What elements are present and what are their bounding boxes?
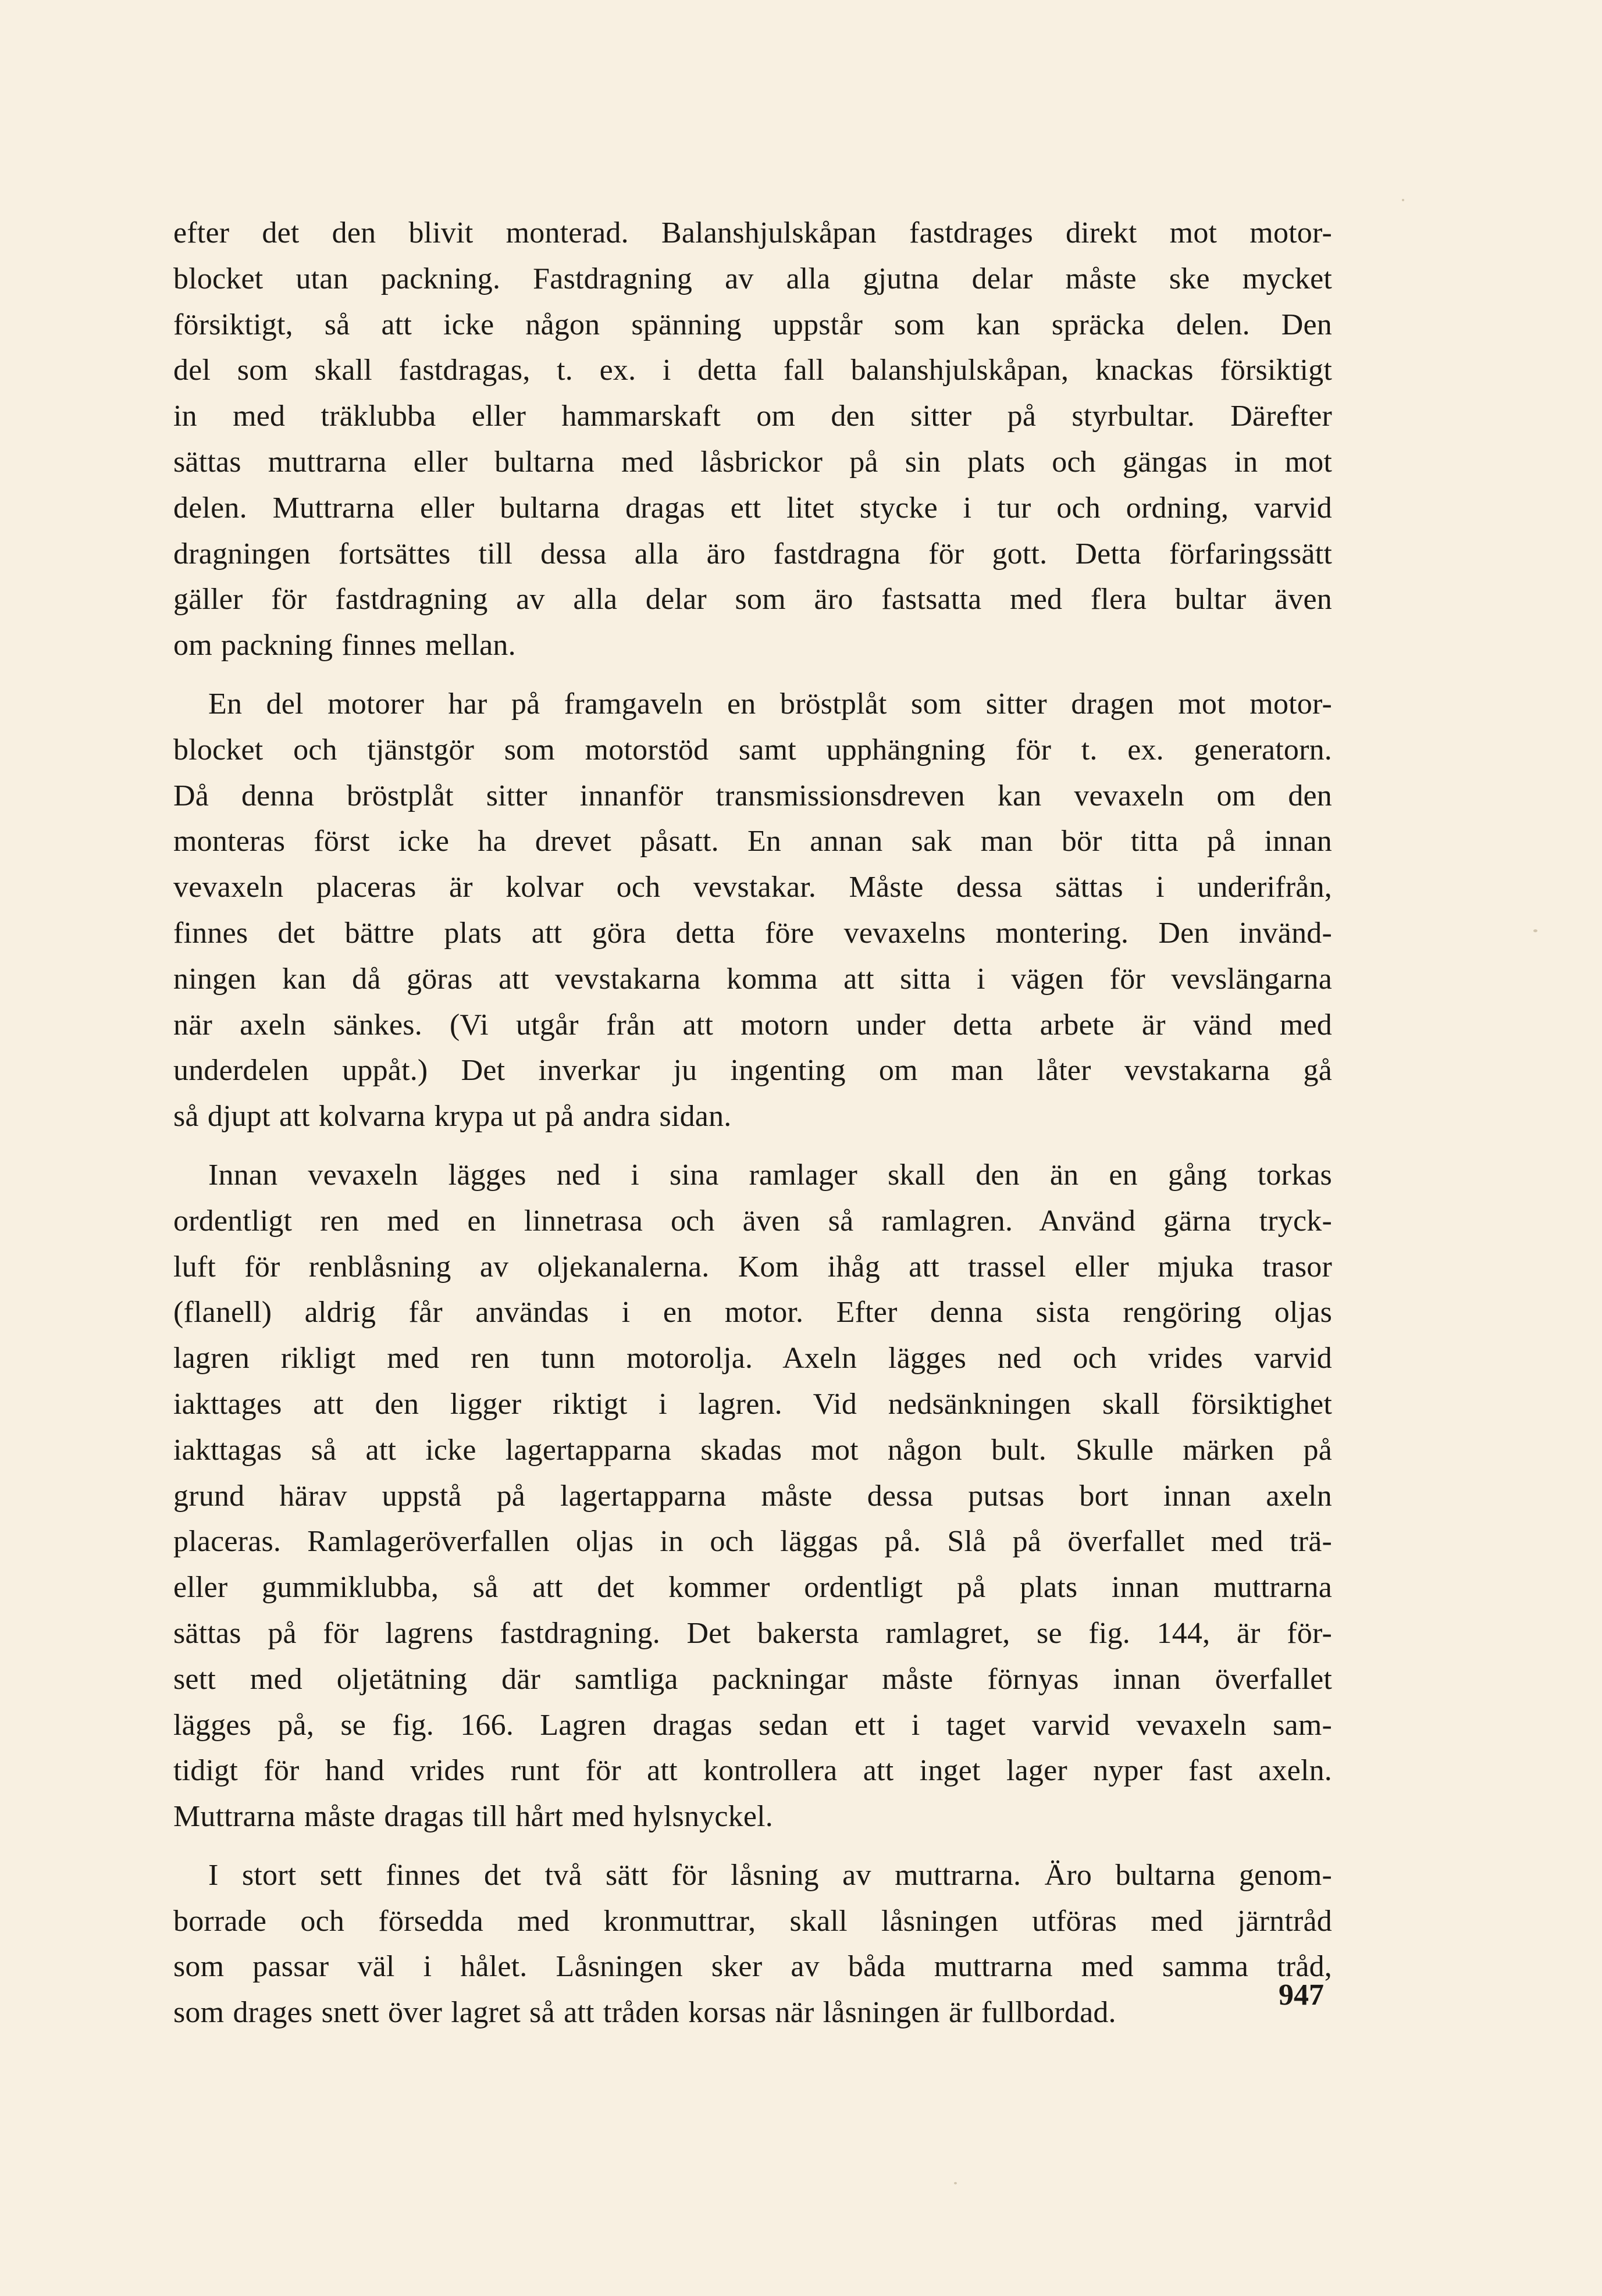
text-line: finnes det bättre plats att göra detta före vevaxelns montering. Den invänd- [173,916,1332,950]
text-line: underdelen uppåt.) Det inverkar ju ingenting om man låter vevstakarna gå [173,1054,1332,1088]
text-line: om packning finnes mellan. [173,629,516,662]
paragraph-gap [173,1840,1332,1853]
text-line: monteras först icke ha drevet påsatt. En annan sak man bör titta på innan [173,825,1332,858]
paragraph [173,1153,1332,1840]
text-line: Då denna bröstplåt sitter innanför transmissionsdreven kan vevaxeln om den [173,779,1332,812]
text-line: grund härav uppstå på lagertapparna måste dessa putsas bort innan axeln [173,1479,1332,1513]
text-line: ordentligt ren med en linnetrasa och även så ramlagren. Använd gärna tryck- [173,1204,1332,1238]
text-line: delen. Muttrarna eller bultarna dragas ett litet stycke i tur och ordning, varvid [173,491,1332,525]
text-line: Muttrarna måste dragas till hårt med hylsnyckel. [173,1800,773,1834]
text-line: sättas muttrarna eller bultarna med låsbrickor på sin plats och gängas in mot [173,445,1332,479]
text-line: borrade och försedda med kronmuttrar, skall låsningen utföras med järntråd [173,1904,1332,1938]
text-line: som drages snett över lagret så att tråden korsas när låsningen är fullbordad. [173,1996,1116,2030]
text-line: Innan vevaxeln lägges ned i sina ramlager skall den än en gång torkas [208,1158,1332,1192]
text-line: luft för renblåsning av oljekanalerna. Kom ihåg att trassel eller mjuka trasor [173,1250,1332,1284]
text-line: (flanell) aldrig får användas i en motor. Efter denna sista rengöring oljas [173,1296,1332,1329]
text-line: försiktigt, så att icke någon spänning uppstår som kan spräcka delen. Den [173,308,1332,341]
text-line: efter det den blivit monterad. Balanshjulskåpan fastdrages direkt mot motor- [173,216,1332,249]
body-text [173,211,1332,2036]
text-line: dragningen fortsättes till dessa alla äro fastdragna för gott. Detta förfaringssätt [173,537,1332,571]
text-line: när axeln sänkes. (Vi utgår från att motorn under detta arbete är vänd med [173,1008,1332,1042]
page-number: 947 [1279,1978,1324,2012]
paragraph [173,1853,1332,2036]
text-line: gäller för fastdragning av alla delar som äro fastsatta med flera bultar även [173,583,1332,616]
paragraph-gap [173,669,1332,682]
text-line: En del motorer har på framgaveln en bröstplåt som sitter dragen mot motor- [208,687,1332,721]
text-line: lagren rikligt med ren tunn motorolja. Axeln lägges ned och vrides varvid [173,1342,1332,1375]
paragraph [173,682,1332,1140]
text-line: sett med oljetätning där samtliga packningar måste förnyas innan överfallet [173,1662,1332,1696]
text-line: eller gummiklubba, så att det kommer ordentligt på plats innan muttrarna [173,1571,1332,1605]
text-line: iakttagas så att icke lagertapparna skadas mot någon bult. Skulle märken på [173,1433,1332,1467]
text-line: tidigt för hand vrides runt för att kontrollera att inget lager nyper fast axeln. [173,1754,1332,1788]
paper-speck [1533,929,1537,932]
text-line: blocket och tjänstgör som motorstöd samt upphängning för t. ex. generatorn. [173,733,1332,766]
text-line: del som skall fastdragas, t. ex. i detta fall balanshjulskåpan, knackas försiktigt [173,354,1332,387]
text-line: placeras. Ramlageröverfallen oljas in och läggas på. Slå på överfallet med trä- [173,1525,1332,1559]
text-line: sättas på för lagrens fastdragning. Det bakersta ramlagret, se fig. 144, är för- [173,1616,1332,1650]
paragraph [173,211,1332,669]
text-line: så djupt att kolvarna krypa ut på andra sidan. [173,1100,732,1133]
text-line: ningen kan då göras att vevstakarna komma att sitta i vägen för vevslängarna [173,962,1332,996]
paper-speck [954,2182,957,2184]
text-line: iakttages att den ligger riktigt i lagren. Vid nedsänkningen skall försiktighet [173,1387,1332,1421]
text-line: lägges på, se fig. 166. Lagren dragas sedan ett i taget varvid vevaxeln sam- [173,1708,1332,1742]
text-line: som passar väl i hålet. Låsningen sker av båda muttrarna med samma tråd, [173,1950,1332,1984]
paper-speck [1402,199,1404,201]
text-line: blocket utan packning. Fastdragning av alla gjutna delar måste ske mycket [173,262,1332,295]
text-line: in med träklubba eller hammarskaft om den sitter på styrbultar. Därefter [173,400,1332,433]
paragraph-gap [173,1140,1332,1153]
text-line: I stort sett finnes det två sätt för låsning av muttrarna. Äro bultarna genom- [208,1858,1332,1892]
text-line: vevaxeln placeras är kolvar och vevstakar. Måste dessa sättas i underifrån, [173,871,1332,904]
